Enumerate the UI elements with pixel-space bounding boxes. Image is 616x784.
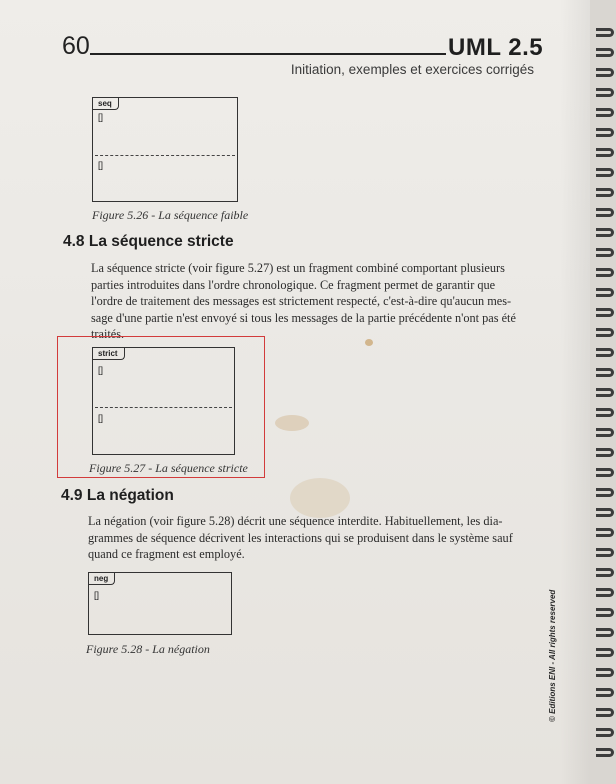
paper-stain [275,415,309,431]
figure-528-caption: Figure 5.28 - La négation [86,642,210,656]
paragraph-line: quand ce fragment est employé. [88,547,245,561]
book-subtitle: Initiation, exemples et exercices corrigés [290,62,534,77]
paragraph-line: grammes de séquence décrivent les interactions qui se produisent dans le système sauf [88,530,513,545]
strict-fragment-diagram [92,347,235,455]
neg-fragment-diagram [88,572,232,635]
section-49-title: 4.9 La négation [61,487,174,504]
paragraph-line: sage d'une partie n'est envoyé si tous les messages de la partie précédente n'ont pas été [91,310,516,325]
seq-guard-2: [] [98,160,104,170]
neg-operator-tag: neg [89,573,115,585]
paragraph-line: La négation (voir figure 5.28) décrit une séquence interdite. Habituellement, les dia- [88,514,503,528]
seq-operator-tag: seq [93,98,119,110]
strict-operand-separator [95,407,232,408]
page-number: 60 [62,32,90,60]
seq-guard-1: [] [98,112,104,122]
strict-operator-tag: strict [93,348,125,360]
seq-operand-separator [95,155,235,156]
section-48-paragraph [91,260,536,343]
paragraph-line: parties introduites dans l'ordre chronologique. Ce fragment permet de garantir que [91,277,496,292]
figure-526-caption: Figure 5.26 - La séquence faible [92,208,249,222]
spiral-binding [590,0,616,784]
neg-guard-1: [] [94,590,100,600]
figure-527-caption: Figure 5.27 - La séquence stricte [89,461,248,475]
section-48-title: 4.8 La séquence stricte [63,233,234,250]
seq-fragment-diagram [92,97,238,202]
strict-guard-2: [] [98,413,104,423]
book-title: UML 2.5 [448,34,544,61]
copyright-notice: © Editions ENI - All rights reserved [548,589,557,722]
header-rule [90,53,446,55]
paper-stain [290,478,350,518]
strict-guard-1: [] [98,365,104,375]
section-49-paragraph [88,513,534,563]
paragraph-line: traités. [91,327,125,341]
paragraph-line: l'ordre de traitement des messages est strictement respecté, c'est-à-dire qu'aucun mes- [91,294,512,308]
paper-stain [365,339,373,346]
paragraph-line: La séquence stricte (voir figure 5.27) est un fragment combiné comportant plusieurs [91,261,505,275]
